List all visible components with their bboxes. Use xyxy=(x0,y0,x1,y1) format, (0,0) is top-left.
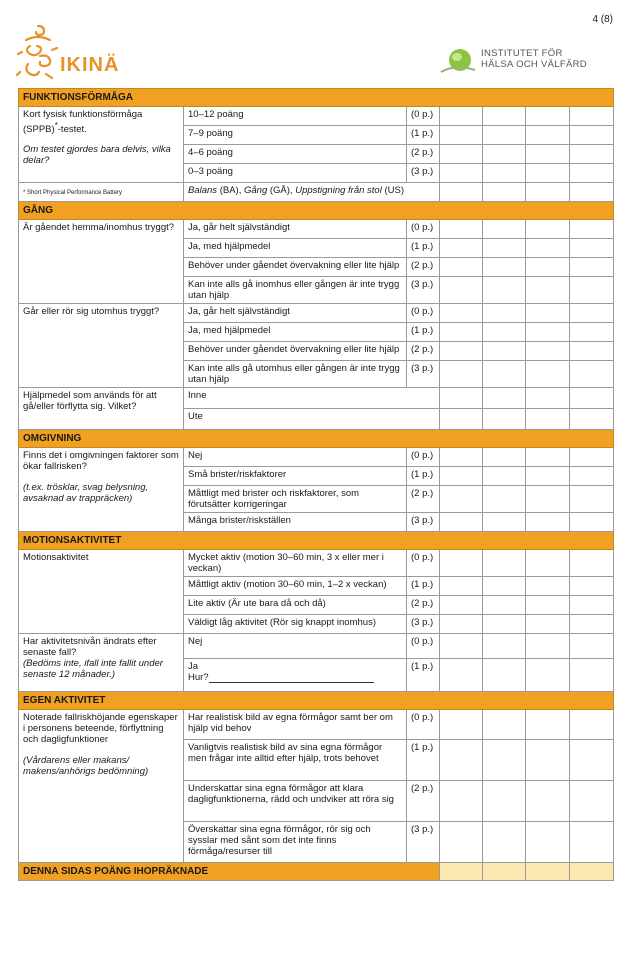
option-label: Ja, går helt självständigt xyxy=(184,304,407,323)
score-cell[interactable] xyxy=(526,550,570,577)
question-cell xyxy=(19,634,184,692)
score-cell[interactable] xyxy=(440,448,483,467)
option-points: (1 p.) xyxy=(407,239,440,258)
score-cell[interactable] xyxy=(483,126,526,145)
score-cell[interactable] xyxy=(526,342,570,361)
score-cell[interactable] xyxy=(526,409,570,430)
option-points: (3 p.) xyxy=(407,513,440,532)
score-cell[interactable] xyxy=(483,596,526,615)
option-label: Många brister/riskställen xyxy=(184,513,407,532)
option-label: Kan inte alls gå utomhus eller gången är inte trygg utan hjälp xyxy=(184,361,407,388)
section-header-gang xyxy=(19,202,614,220)
score-cell[interactable] xyxy=(483,277,526,304)
score-cell[interactable] xyxy=(570,388,614,409)
score-cell[interactable] xyxy=(570,596,614,615)
option-label: Ja Hur? xyxy=(184,659,407,692)
option-label: Små brister/riskfaktorer xyxy=(184,467,407,486)
score-cell[interactable] xyxy=(483,220,526,239)
question-cell: Motionsaktivitet xyxy=(19,550,184,634)
score-cell[interactable] xyxy=(526,486,570,513)
score-cell[interactable] xyxy=(570,164,614,183)
score-cell[interactable] xyxy=(526,258,570,277)
question-text: Noterade fallriskhöjande egenskaper i personens beteende, förflyttning och dagligfunktioner xyxy=(23,712,178,745)
option-label: Ja, med hjälpmedel xyxy=(184,239,407,258)
score-cell[interactable] xyxy=(570,467,614,486)
option-label: Väldigt låg aktivitet (Rör sig knappt inomhus) xyxy=(184,615,407,634)
score-cell[interactable] xyxy=(570,740,614,781)
section-header-omgivning xyxy=(19,430,614,448)
score-cell[interactable] xyxy=(526,740,570,781)
score-cell[interactable] xyxy=(570,361,614,388)
question-cell: Kort fysisk funktionsförmåga (SPPB)*-testet. Om testet gjordes bara delvis, vilka delar? xyxy=(19,107,184,183)
page-total-row xyxy=(19,863,614,881)
score-cell[interactable] xyxy=(526,107,570,126)
score-cell[interactable] xyxy=(440,409,483,430)
score-cell[interactable] xyxy=(570,409,614,430)
score-cell[interactable] xyxy=(570,710,614,740)
score-cell[interactable] xyxy=(483,409,526,430)
score-cell[interactable] xyxy=(483,448,526,467)
score-cell[interactable] xyxy=(440,323,483,342)
option-label: Måttligt med brister och riskfaktorer, som förutsätter korrigeringar xyxy=(184,486,407,513)
score-cell[interactable] xyxy=(440,304,483,323)
fall-risk-form-table xyxy=(18,88,614,881)
score-cell[interactable] xyxy=(570,448,614,467)
score-cell[interactable] xyxy=(526,183,570,202)
question-note: (Bedöms inte, ifall inte fallit under senaste 12 månader.) xyxy=(23,658,163,680)
score-cell[interactable] xyxy=(526,448,570,467)
score-cell[interactable] xyxy=(483,822,526,863)
option-label: Ja, med hjälpmedel xyxy=(184,323,407,342)
option-points: (2 p.) xyxy=(407,145,440,164)
option-label: Lite aktiv (Är ute bara då och då) xyxy=(184,596,407,615)
question-cell: Är gåendet hemma/inomhus tryggt? xyxy=(19,220,184,304)
option-points: (3 p.) xyxy=(407,277,440,304)
option-points: (3 p.) xyxy=(407,164,440,183)
option-points: (1 p.) xyxy=(407,323,440,342)
score-cell[interactable] xyxy=(440,239,483,258)
score-cell[interactable] xyxy=(483,183,526,202)
footnote: * Short Physical Performance Battery xyxy=(19,183,184,202)
section-title: OMGIVNING xyxy=(19,430,614,448)
question-note: (t.ex. trösklar, svag belysning, avsaknad av trappräcken) xyxy=(23,482,149,504)
score-cell[interactable] xyxy=(526,164,570,183)
score-cell[interactable] xyxy=(570,486,614,513)
question-text: Finns det i omgivningen faktorer som ökar fallrisken? xyxy=(23,450,179,472)
score-cell[interactable] xyxy=(526,710,570,740)
option-points: (0 p.) xyxy=(407,634,440,659)
score-cell[interactable] xyxy=(440,577,483,596)
score-cell[interactable] xyxy=(526,323,570,342)
score-cell[interactable] xyxy=(483,615,526,634)
score-cell[interactable] xyxy=(440,486,483,513)
option-points: (1 p.) xyxy=(407,467,440,486)
score-cell[interactable] xyxy=(526,822,570,863)
option-label: Ja, går helt självständigt xyxy=(184,220,407,239)
how-answer-line[interactable] xyxy=(209,673,374,683)
page-number: 4 (8) xyxy=(592,14,613,25)
question-note: (Vårdarens eller makans/ makens/anhörigs bedömning) xyxy=(23,755,149,777)
score-cell[interactable] xyxy=(440,513,483,532)
option-points: (0 p.) xyxy=(407,550,440,577)
option-points: (3 p.) xyxy=(407,822,440,863)
score-cell[interactable] xyxy=(440,822,483,863)
option-label: Behöver under gåendet övervakning eller lite hjälp xyxy=(184,342,407,361)
option-points: (1 p.) xyxy=(407,659,440,692)
option-label: 7–9 poäng xyxy=(184,126,407,145)
score-cell[interactable] xyxy=(526,513,570,532)
question-text: Har aktivitetsnivån ändrats efter senaste fall? xyxy=(23,636,157,658)
score-cell[interactable] xyxy=(570,183,614,202)
score-cell[interactable] xyxy=(483,164,526,183)
score-cell[interactable] xyxy=(570,107,614,126)
option-points: (0 p.) xyxy=(407,220,440,239)
score-cell[interactable] xyxy=(526,239,570,258)
total-score-cell[interactable] xyxy=(570,863,614,881)
score-cell[interactable] xyxy=(570,513,614,532)
question-cell: Hjälpmedel som används för att gå/eller förflytta sig. Vilket? xyxy=(19,388,184,430)
option-points: (1 p.) xyxy=(407,577,440,596)
score-cell[interactable] xyxy=(526,126,570,145)
section-header-motionsaktivitet xyxy=(19,532,614,550)
score-cell[interactable] xyxy=(440,659,483,692)
score-cell[interactable] xyxy=(440,342,483,361)
test-parts: Balans (BA), Gång (GÅ), Uppstigning från stol (US) xyxy=(184,183,440,202)
question-text: Kort fysisk funktionsförmåga (SPPB) xyxy=(23,109,143,136)
score-cell[interactable] xyxy=(483,467,526,486)
score-cell[interactable] xyxy=(440,388,483,409)
option-points: (1 p.) xyxy=(407,126,440,145)
score-cell[interactable] xyxy=(440,467,483,486)
score-cell[interactable] xyxy=(440,634,483,659)
thl-name-line2: HÄLSA OCH VÄLFÄRD xyxy=(481,59,587,70)
score-cell[interactable] xyxy=(570,126,614,145)
option-points: (3 p.) xyxy=(407,361,440,388)
option-points: (2 p.) xyxy=(407,486,440,513)
score-cell[interactable] xyxy=(526,277,570,304)
score-cell[interactable] xyxy=(526,467,570,486)
score-cell[interactable] xyxy=(483,740,526,781)
option-points: (2 p.) xyxy=(407,596,440,615)
score-cell[interactable] xyxy=(483,304,526,323)
score-cell[interactable] xyxy=(440,277,483,304)
section-header-funktionsformaga xyxy=(19,89,614,107)
score-cell[interactable] xyxy=(526,361,570,388)
score-cell[interactable] xyxy=(570,577,614,596)
score-cell[interactable] xyxy=(483,486,526,513)
score-cell[interactable] xyxy=(440,615,483,634)
score-cell[interactable] xyxy=(483,513,526,532)
score-cell[interactable] xyxy=(570,277,614,304)
score-cell[interactable] xyxy=(440,710,483,740)
score-cell[interactable] xyxy=(570,323,614,342)
score-cell[interactable] xyxy=(483,239,526,258)
score-cell[interactable] xyxy=(526,781,570,822)
score-cell[interactable] xyxy=(570,822,614,863)
score-cell[interactable] xyxy=(483,342,526,361)
option-points: (0 p.) xyxy=(407,448,440,467)
score-cell[interactable] xyxy=(483,388,526,409)
score-cell[interactable] xyxy=(526,145,570,164)
score-cell[interactable] xyxy=(483,577,526,596)
score-cell[interactable] xyxy=(483,659,526,692)
score-cell[interactable] xyxy=(440,220,483,239)
score-cell[interactable] xyxy=(483,145,526,164)
ikina-logo-text: IKINÄ xyxy=(60,54,120,76)
option-points: (1 p.) xyxy=(407,740,440,781)
option-points: (2 p.) xyxy=(407,781,440,822)
score-cell[interactable] xyxy=(440,164,483,183)
score-cell[interactable] xyxy=(440,126,483,145)
score-cell[interactable] xyxy=(440,781,483,822)
section-title: GÅNG xyxy=(19,202,614,220)
option-points: (0 p.) xyxy=(407,710,440,740)
score-cell[interactable] xyxy=(526,577,570,596)
score-cell[interactable] xyxy=(570,634,614,659)
option-label: Kan inte alls gå inomhus eller gången är inte trygg utan hjälp xyxy=(184,277,407,304)
thl-leaf-icon xyxy=(439,46,477,76)
option-points: (0 p.) xyxy=(407,304,440,323)
total-score-cell[interactable] xyxy=(440,863,483,881)
section-title: MOTIONSAKTIVITET xyxy=(19,532,614,550)
score-cell[interactable] xyxy=(440,361,483,388)
question-cell xyxy=(19,448,184,532)
score-cell[interactable] xyxy=(526,659,570,692)
option-points: (2 p.) xyxy=(407,258,440,277)
ikina-logo xyxy=(16,22,136,82)
score-cell[interactable] xyxy=(483,258,526,277)
score-cell[interactable] xyxy=(483,710,526,740)
section-header-egen-aktivitet xyxy=(19,692,614,710)
total-score-cell[interactable] xyxy=(526,863,570,881)
score-cell[interactable] xyxy=(483,550,526,577)
thl-name-line1: INSTITUTET FÖR xyxy=(481,48,563,59)
thl-logo xyxy=(439,46,611,78)
option-label: Vanligtvis realistisk bild av sina egna förmågor men frågar inte alltid efter hjälp, trots behovet xyxy=(184,740,407,781)
option-points: (0 p.) xyxy=(407,107,440,126)
score-cell[interactable] xyxy=(440,258,483,277)
score-cell[interactable] xyxy=(570,342,614,361)
score-cell[interactable] xyxy=(570,615,614,634)
option-label: Har realistisk bild av egna förmågor samt ber om hjälp vid behov xyxy=(184,710,407,740)
option-label: Nej xyxy=(184,634,407,659)
score-cell[interactable] xyxy=(570,304,614,323)
ikina-spiral-figure-icon xyxy=(16,22,60,82)
score-cell[interactable] xyxy=(526,615,570,634)
option-label: Mycket aktiv (motion 30–60 min, 3 x eller mer i veckan) xyxy=(184,550,407,577)
question-cell: Går eller rör sig utomhus tryggt? xyxy=(19,304,184,388)
score-cell[interactable] xyxy=(440,183,483,202)
score-cell[interactable] xyxy=(570,145,614,164)
score-cell[interactable] xyxy=(570,220,614,239)
option-label: Underskattar sina egna förmågor att klara dagligfunktionerna, rädd och undviker att röra sig xyxy=(184,781,407,822)
option-points: (3 p.) xyxy=(407,615,440,634)
score-cell[interactable] xyxy=(440,145,483,164)
section-title: EGEN AKTIVITET xyxy=(19,692,614,710)
aid-outside-field[interactable]: Ute xyxy=(184,409,440,430)
score-cell[interactable] xyxy=(570,781,614,822)
score-cell[interactable] xyxy=(440,596,483,615)
score-cell[interactable] xyxy=(483,323,526,342)
score-cell[interactable] xyxy=(526,388,570,409)
option-label: 0–3 poäng xyxy=(184,164,407,183)
score-cell[interactable] xyxy=(440,550,483,577)
score-cell[interactable] xyxy=(483,361,526,388)
question-cell xyxy=(19,710,184,863)
option-label: 10–12 poäng xyxy=(184,107,407,126)
score-cell[interactable] xyxy=(570,550,614,577)
option-label: Måttligt aktiv (motion 30–60 min, 1–2 x veckan) xyxy=(184,577,407,596)
option-label: Överskattar sina egna förmågor, rör sig och sysslar med sånt som det inte finns förmåga/resurser till xyxy=(184,822,407,863)
section-title: FUNKTIONSFÖRMÅGA xyxy=(19,89,614,107)
option-label: 4–6 poäng xyxy=(184,145,407,164)
score-cell[interactable] xyxy=(526,634,570,659)
score-cell[interactable] xyxy=(483,107,526,126)
option-points: (2 p.) xyxy=(407,342,440,361)
option-label: Nej xyxy=(184,448,407,467)
score-cell[interactable] xyxy=(483,781,526,822)
score-cell[interactable] xyxy=(526,220,570,239)
score-cell[interactable] xyxy=(483,634,526,659)
score-cell[interactable] xyxy=(570,659,614,692)
question-note: Om testet gjordes bara delvis, vilka delar? xyxy=(23,144,171,167)
total-score-cell[interactable] xyxy=(483,863,526,881)
score-cell[interactable] xyxy=(440,740,483,781)
score-cell[interactable] xyxy=(570,239,614,258)
page-total-label: DENNA SIDAS POÄNG IHOPRÄKNADE xyxy=(19,863,440,881)
option-label: Behöver under gåendet övervakning eller lite hjälp xyxy=(184,258,407,277)
score-cell[interactable] xyxy=(526,304,570,323)
score-cell[interactable] xyxy=(570,258,614,277)
score-cell[interactable] xyxy=(440,107,483,126)
aid-inside-field[interactable]: Inne xyxy=(184,388,440,409)
score-cell[interactable] xyxy=(526,596,570,615)
